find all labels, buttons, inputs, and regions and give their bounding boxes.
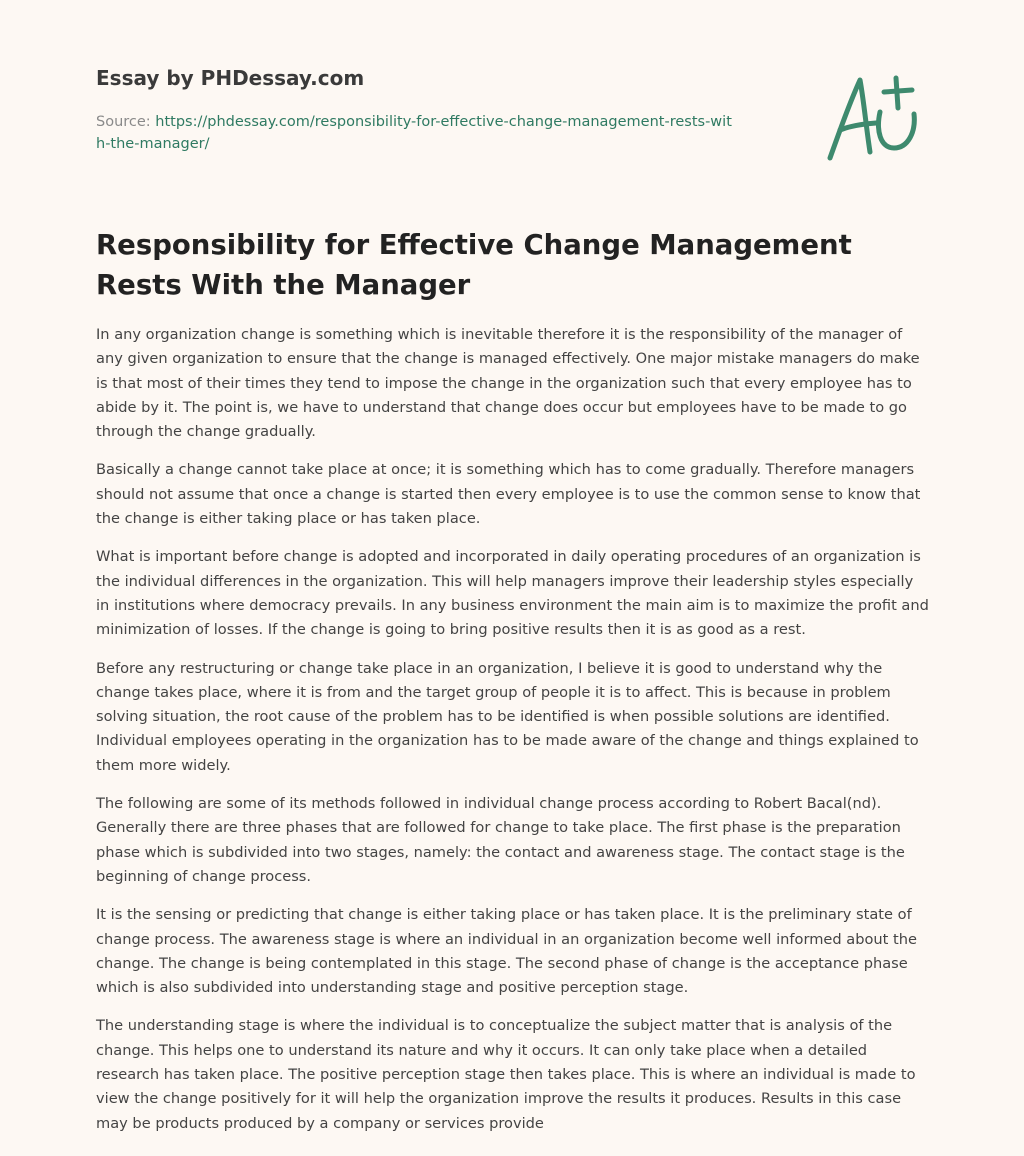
source-line (96, 111, 736, 155)
essay-paragraph: The understanding stage is where the individual is to conceptualize the subject matter that is analysis of the change. This helps one to understand its nature and why it occurs. It can only take place when a detailed research has taken place. The positive perception stage then takes place. This is where an individual is made to view the change positively for it will help the organization improve the results it produces. Results in this case may be products produced by a company or services provide (96, 1017, 916, 1132)
essay-paragraph: It is the sensing or predicting that change is either taking place or has taken place. It is the preliminary state of change process. The awareness stage is where an individual in an organization become well informed about the change. The change is being contemplated in this stage. The second phase of change is the acceptance phase which is also subdivided into understanding stage and positive perception stage. (96, 906, 917, 997)
essay-paragraph: What is important before change is adopted and incorporated in daily operating procedures of an organization is the individual differences in the organization. This will help managers improve their leadership styles especially in institutions where democracy prevails. In any business environment the main aim is to maximize the profit and minimization of losses. If the change is going to bring positive results then it is as good as a rest. (96, 548, 929, 639)
source-label: Source: (96, 114, 156, 130)
essay-body (96, 323, 930, 1150)
essay-paragraph: Basically a change cannot take place at once; it is something which has to come gradually. Therefore managers should not assume that once a change is started then every employee is to use the common sense to know that the change is either taking place or has taken place. (96, 461, 921, 528)
a-plus-logo-icon (820, 68, 930, 164)
essay-paragraph: Before any restructuring or change take place in an organization, I believe it is good to understand why the change takes place, where it is from and the target group of people it is to affect. This is because in problem solving situation, the root cause of the problem has to be identified is when possible solutions are identified. Individual employees operating in the organization has to be made aware of the change and things explained to them more widely. (96, 659, 919, 774)
site-title: Essay by PHDessay.com (96, 66, 365, 90)
essay-title: Responsibility for Effective Change Management Rests With the Manager (96, 229, 852, 301)
source-link[interactable]: https://phdessay.com/responsibility-for-effective-change-management-rests-with-the-manager/ (96, 114, 732, 152)
essay-paragraph: In any organization change is something which is inevitable therefore it is the responsibility of the manager of any given organization to ensure that the change is managed effectively. One major mistake managers do make is that most of their times they tend to impose the change in the organization such that every employee has to abide by it. The point is, we have to understand that change does occur but employees have to be made to go through the change gradually. (96, 326, 920, 441)
essay-paragraph: The following are some of its methods followed in individual change process according to Robert Bacal(nd). Generally there are three phases that are followed for change to take place. The first phase is the preparation phase which is subdivided into two stages, namely: the contact and awareness stage. The contact stage is the beginning of change process. (96, 795, 905, 885)
